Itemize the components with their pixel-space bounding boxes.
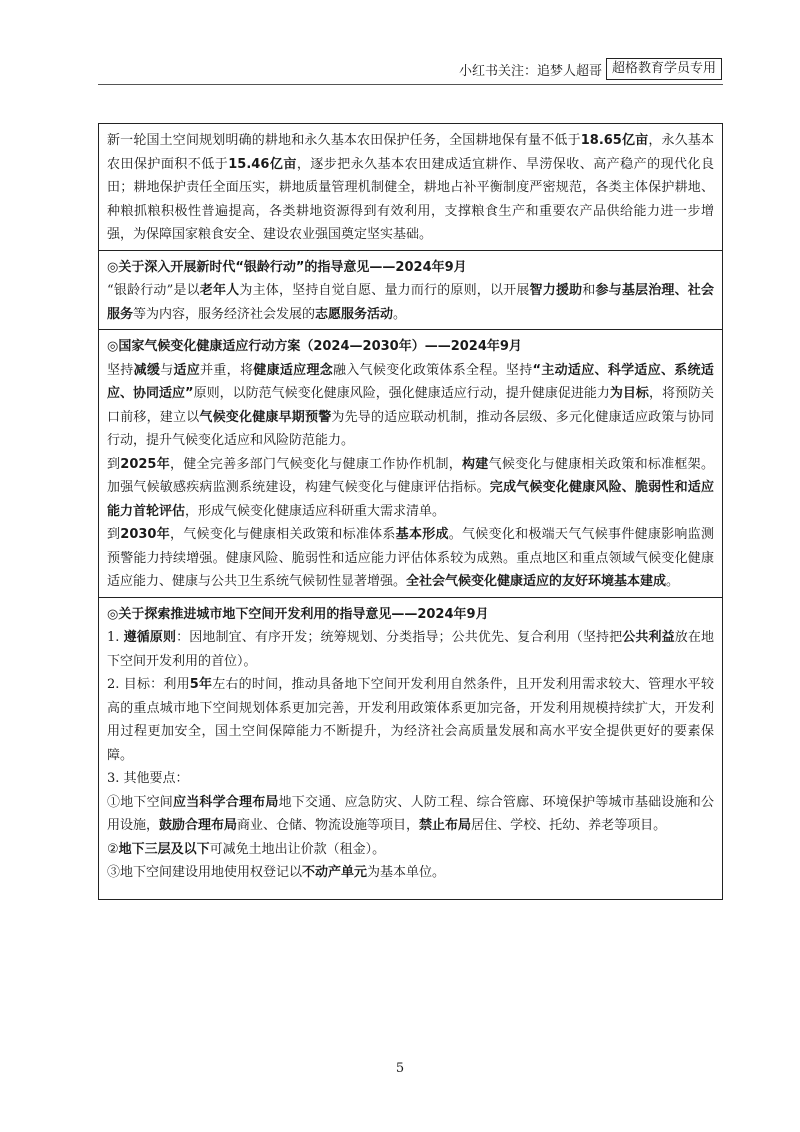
text-span: ，形成气候变化健康适应科研重大需求清单。	[185, 503, 446, 519]
text-span: 到	[107, 527, 121, 542]
bold-span: 适应	[173, 362, 201, 378]
bold-span: 老年人	[199, 283, 240, 298]
farmland-paragraph	[107, 129, 714, 247]
text-span: 1.	[107, 630, 124, 645]
text-span: 。	[393, 306, 407, 322]
bold-span: 气候变化健康早期预警	[199, 409, 332, 425]
bold-span: 为目标	[609, 386, 649, 401]
page-header	[459, 58, 722, 80]
section-climate-health	[99, 330, 722, 598]
bold-span: 5年	[189, 677, 213, 692]
text-span: ，将预防关口前移，建立以	[107, 386, 714, 425]
text-span: ，健全完善多部门气候变化与健康工作协作机制，	[170, 456, 463, 472]
underground-paragraph-4	[107, 791, 714, 838]
text-span: ③地下空间建设用地使用权登记以	[107, 865, 303, 880]
bold-span: 2025年	[120, 456, 171, 472]
text-span: 新一轮国土空间规划明确的耕地和永久基本农田保护任务，全国耕地保有量不低于	[107, 133, 581, 148]
text-span: 融入气候变化政策体系全程。坚持	[333, 362, 533, 378]
underground-paragraph-5	[107, 838, 714, 862]
silver-paragraph	[107, 279, 714, 326]
bold-span: 减缓	[133, 362, 161, 378]
text-span: 。	[666, 574, 680, 589]
section-farmland	[99, 124, 722, 251]
text-span: 2. 目标：利用	[107, 677, 190, 692]
text-span: 居住、学校、托幼、养老等项目。	[471, 818, 667, 833]
header-badge: 超格教育学员专用	[606, 58, 722, 80]
text-span: 商业、仓储、物流设施等项目，	[237, 818, 420, 833]
text-span: ，永久基本农田保护面积不低于	[107, 133, 714, 172]
bold-span: 18.65亿亩	[580, 133, 649, 148]
text-span: ：因地制宜、有序开发；统筹规划、分类指导；公共优先、复合利用（坚持把	[176, 630, 623, 645]
text-span: 。气候变化和极端天气气候事件健康影响监测预警能力持续增强。健康风险、脆弱性和适应能力评估体系较为成熟。重点地区和重点领域气候变化健康适应能力、健康与公共卫生系统气候韧性显著增强。	[107, 527, 714, 589]
bold-span: 遵循原则	[123, 630, 177, 645]
bold-span: 公共利益	[622, 630, 675, 645]
text-span: 为先导的适应联动机制，推动各层级、多元化健康适应政策与协同行动，提升气候变化适应和风险防范能力。	[107, 409, 714, 448]
page-number: 5	[395, 1061, 405, 1076]
bold-span: 15.46亿亩	[228, 156, 297, 172]
bold-span: 鼓励合理布局	[159, 818, 238, 833]
header-follow-text: 小红书关注：追梦人超哥	[458, 63, 602, 79]
text-span: ，气候变化与健康相关政策和标准体系	[170, 527, 396, 542]
text-span: “银龄行动”是以	[107, 283, 200, 298]
section-title: ◎国家气候变化健康适应行动方案（2024—2030年）——2024年9月	[107, 339, 522, 354]
underground-paragraph-1	[107, 626, 714, 673]
bold-span: 全社会气候变化健康适应的友好环境基本建成	[406, 574, 667, 589]
bold-span: 2030年	[120, 527, 171, 542]
text-span: 等为内容，服务经济社会发展的	[133, 306, 316, 322]
bold-span: 志愿服务活动	[315, 306, 394, 322]
section-title: ◎关于深入开展新时代“银龄行动”的指导意见——2024年9月	[107, 259, 467, 275]
text-span: 到	[107, 456, 121, 472]
bold-span: 构建	[462, 456, 489, 472]
bold-span: 完成气候变化健康风险、脆弱性和适应能力首轮评估	[107, 480, 714, 519]
text-span: 坚持	[107, 362, 134, 378]
section-title: ◎关于探索推进城市地下空间开发利用的指导意见——2024年9月	[107, 606, 489, 622]
text-span: ②	[107, 841, 119, 857]
underground-paragraph-3: 3. 其他要点：	[107, 771, 189, 786]
text-span: 气候变化与健康相关政策和标准框架。加强气候敏感疾病监测系统建设，构建气候变化与健康评估指标。	[107, 456, 714, 495]
bold-span: “主动适应、科学适应、系统适应、协同适应”	[107, 362, 714, 401]
climate-paragraph-1	[107, 359, 714, 453]
header-rule	[98, 84, 723, 85]
text-span: ①地下空间	[107, 794, 173, 810]
section-silver-action	[99, 251, 722, 331]
bold-span: 地下三层及以下	[118, 841, 210, 857]
underground-paragraph-2	[107, 673, 714, 767]
climate-paragraph-3	[107, 523, 714, 594]
bold-span: 不动产单元	[302, 865, 368, 880]
bold-span: 参与基层治理、社会服务	[107, 283, 714, 322]
text-span: 左右的时间，推动具备地下空间开发利用自然条件，且开发利用需求较大、管理水平较高的重点城市地下空间规划体系更加完善，开发利用政策体系更加完备，开发利用规模持续扩大，开发利用过程更加安全，国土空间保障能力不断提升，为经济社会高质量发展和高水平安全提供更好的要素保障。	[107, 677, 714, 763]
bold-span: 应当科学合理布局	[173, 794, 279, 810]
text-span: 可减免土地出让价款（租金）。	[209, 841, 386, 857]
text-span: ，逐步把永久基本农田建成适宜耕作、旱涝保收、高产稳产的现代化良田；耕地保护责任全面压实，耕地质量管理机制健全，耕地占补平衡制度严密规范，各类主体保护耕地、种粮抓粮积极性普遍提高，各类耕地资源得到有效利用，支撑粮食生产和重要农产品供给能力进一步增强，为保障国家粮食安全、建设农业强国奠定坚实基础。	[107, 156, 714, 242]
bold-span: 智力援助	[529, 283, 583, 298]
underground-paragraph-6	[107, 861, 714, 885]
text-span: 原则，以防范气候变化健康风险，强化健康适应行动，提升健康促进能力	[193, 386, 610, 401]
text-span: 和	[582, 283, 596, 298]
text-span: 为基本单位。	[367, 865, 446, 880]
text-span: 地下交通、应急防灾、人防工程、综合管廊、环境保护等城市基础设施和公用设施，	[107, 794, 714, 833]
climate-paragraph-2	[107, 453, 714, 524]
bold-span: 基本形成	[395, 527, 449, 542]
content-table	[98, 123, 723, 900]
text-span: 放在地下空间开发利用的首位）。	[107, 630, 714, 669]
text-span: 与	[160, 362, 174, 378]
bold-span: 禁止布局	[419, 818, 472, 833]
bold-span: 健康适应理念	[253, 362, 334, 378]
text-span: 并重，将	[200, 362, 254, 378]
text-span: 为主体，坚持自觉自愿、量力而行的原则，以开展	[239, 283, 530, 298]
section-underground-space	[99, 598, 722, 899]
